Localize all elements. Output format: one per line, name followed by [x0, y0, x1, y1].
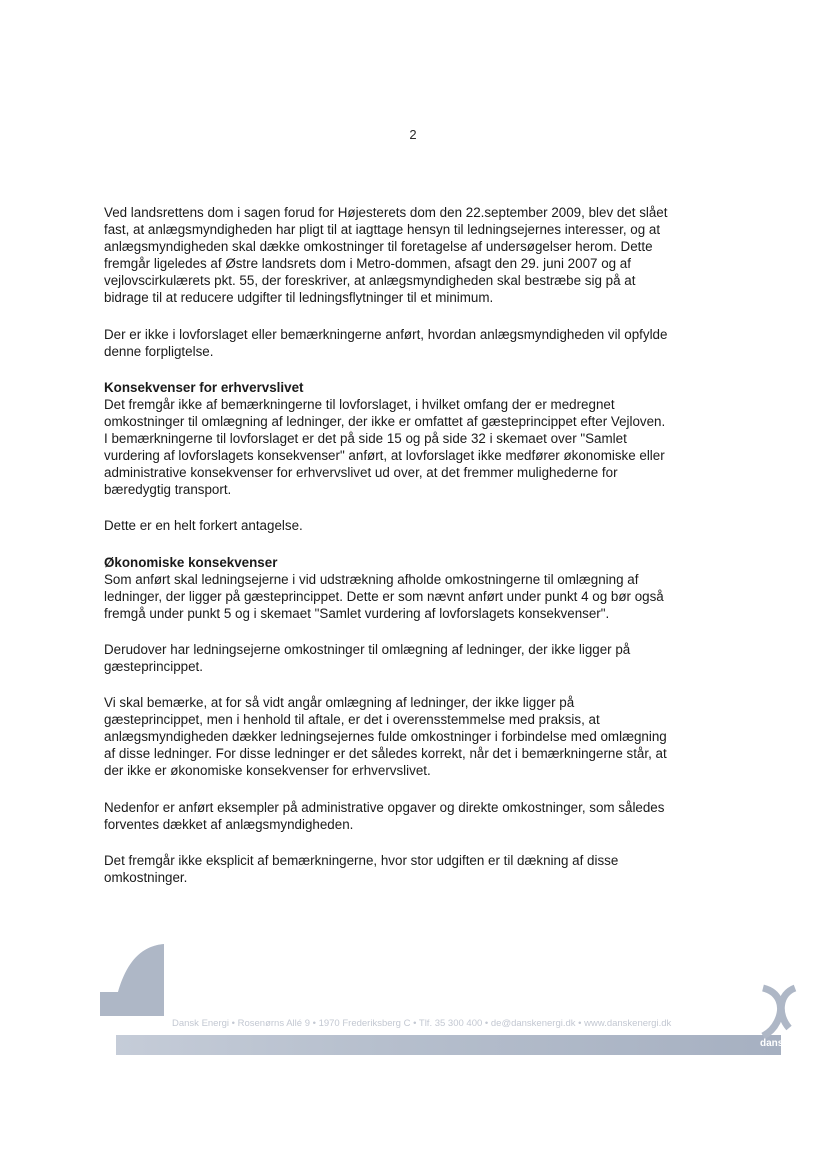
section-heading: Økonomiske konsekvenser [104, 554, 278, 570]
text-line: Ved landsrettens dom i sagen forud for Højesterets dom den 22.september 2009, blev det slået [104, 205, 668, 220]
text-line: gæsteprincippet, men i henhold til aftale, er det i overensstemmelse med praksis, at [104, 712, 600, 728]
paragraph [104, 554, 724, 622]
text-line: anlægsmyndigheden dækker ledningsejernes fulde omkostninger i forbindelse med omlægning [104, 729, 667, 745]
text-line: gæsteprincippet. [104, 658, 203, 674]
letter-body [104, 204, 724, 905]
text-line: anlægsmyndigheden skal dække omkostninger til foretagelse af undersøgelser herom. Dette [104, 239, 653, 255]
section-heading: Konsekvenser for erhvervslivet [104, 379, 304, 395]
paragraph [104, 799, 724, 833]
text-line: fremgå under punkt 5 og i skemaet "Samlet vurdering af lovforslagets konsekvenser". [104, 605, 610, 621]
paragraph [104, 379, 724, 499]
footer-brand: dansker [760, 1038, 799, 1049]
footer-address: Dansk Energi • Rosenørns Allé 9 • 1970 Frederiksberg C • Tlf. 35 300 400 • de@danskenergi.dk • www.danskenergi.dk [172, 1018, 672, 1029]
text-line: Dette er en helt forkert antagelse. [104, 518, 303, 534]
text-line: omkostninger. [104, 869, 188, 885]
paragraph [104, 641, 724, 675]
text-line: Som anført skal ledningsejerne i vid udstrækning afholde omkostningerne til omlægning af [104, 571, 639, 587]
text-line: Derudover har ledningsejerne omkostninger til omlægning af ledninger, der ikke ligger på [104, 641, 631, 657]
paragraph [104, 326, 724, 360]
dansk-energi-logo-icon [755, 984, 826, 1044]
text-line: Det fremgår ikke af bemærkningerne til lovforslaget, i hvilket omfang der er medregnet [104, 396, 615, 412]
text-line: Vi skal bemærke, at for så vidt angår omlægning af ledninger, der ikke ligger på [104, 695, 575, 711]
text-line: denne forpligtelse. [104, 343, 214, 359]
paragraph [104, 694, 724, 779]
text-line: fremgår ligeledes af Østre landsrets dom i Metro-dommen, afsagt den 29. juni 2007 og af [104, 256, 631, 272]
dansk-energi-logo-mark [100, 920, 170, 1020]
text-line: bidrage til at reducere udgifter til ledningsflytninger til et minimum. [104, 290, 494, 306]
paragraph [104, 852, 724, 886]
text-line: Det fremgår ikke eksplicit af bemærkningerne, hvor stor udgiften er til dækning af disse [104, 852, 619, 868]
text-line: der ikke er økonomiske konsekvenser for erhvervslivet. [104, 763, 431, 779]
text-line: administrative konsekvenser for erhvervslivet ud over, at det fremmer mulighederne for [104, 465, 618, 481]
text-line: vejlovscirkulærets pkt. 55, der foreskriver, at anlægsmyndigheden skal bestræbe sig på at [104, 273, 636, 289]
text-line: ledninger, der ligger på gæsteprincippet. Dette er som nævnt anført under punkt 4 og bør også [104, 588, 664, 604]
text-line: forventes dækket af anlægsmyndigheden. [104, 816, 354, 832]
text-line: vurdering af lovforslagets konsekvenser" anført, at lovforslaget ikke medfører økonomiske eller [104, 448, 665, 464]
paragraph [104, 204, 724, 307]
text-line: Nedenfor er anført eksempler på administrative opgaver og direkte omkostninger, som således [104, 799, 665, 815]
text-line: Der er ikke i lovforslaget eller bemærkningerne anført, hvordan anlægsmyndigheden vil opfylde [104, 326, 668, 342]
text-line: omkostninger til omlægning af ledninger, der ikke er omfattet af gæsteprincippet efter Vejloven. [104, 413, 666, 429]
page-number: 2 [409, 127, 417, 142]
text-line: fast, at anlægsmyndigheden har pligt til at iagttage hensyn til ledningsejernes interesser, og at [104, 222, 661, 238]
text-line: bæredygtig transport. [104, 482, 232, 498]
paragraph [104, 517, 724, 534]
text-line: I bemærkningerne til lovforslaget er det på side 15 og på side 32 i skemaet over "Samlet [104, 431, 627, 447]
text-line: af disse ledninger. For disse ledninger er det således korrekt, når det i bemærkningerne står, at [104, 746, 667, 762]
footer-bar [116, 1035, 781, 1055]
